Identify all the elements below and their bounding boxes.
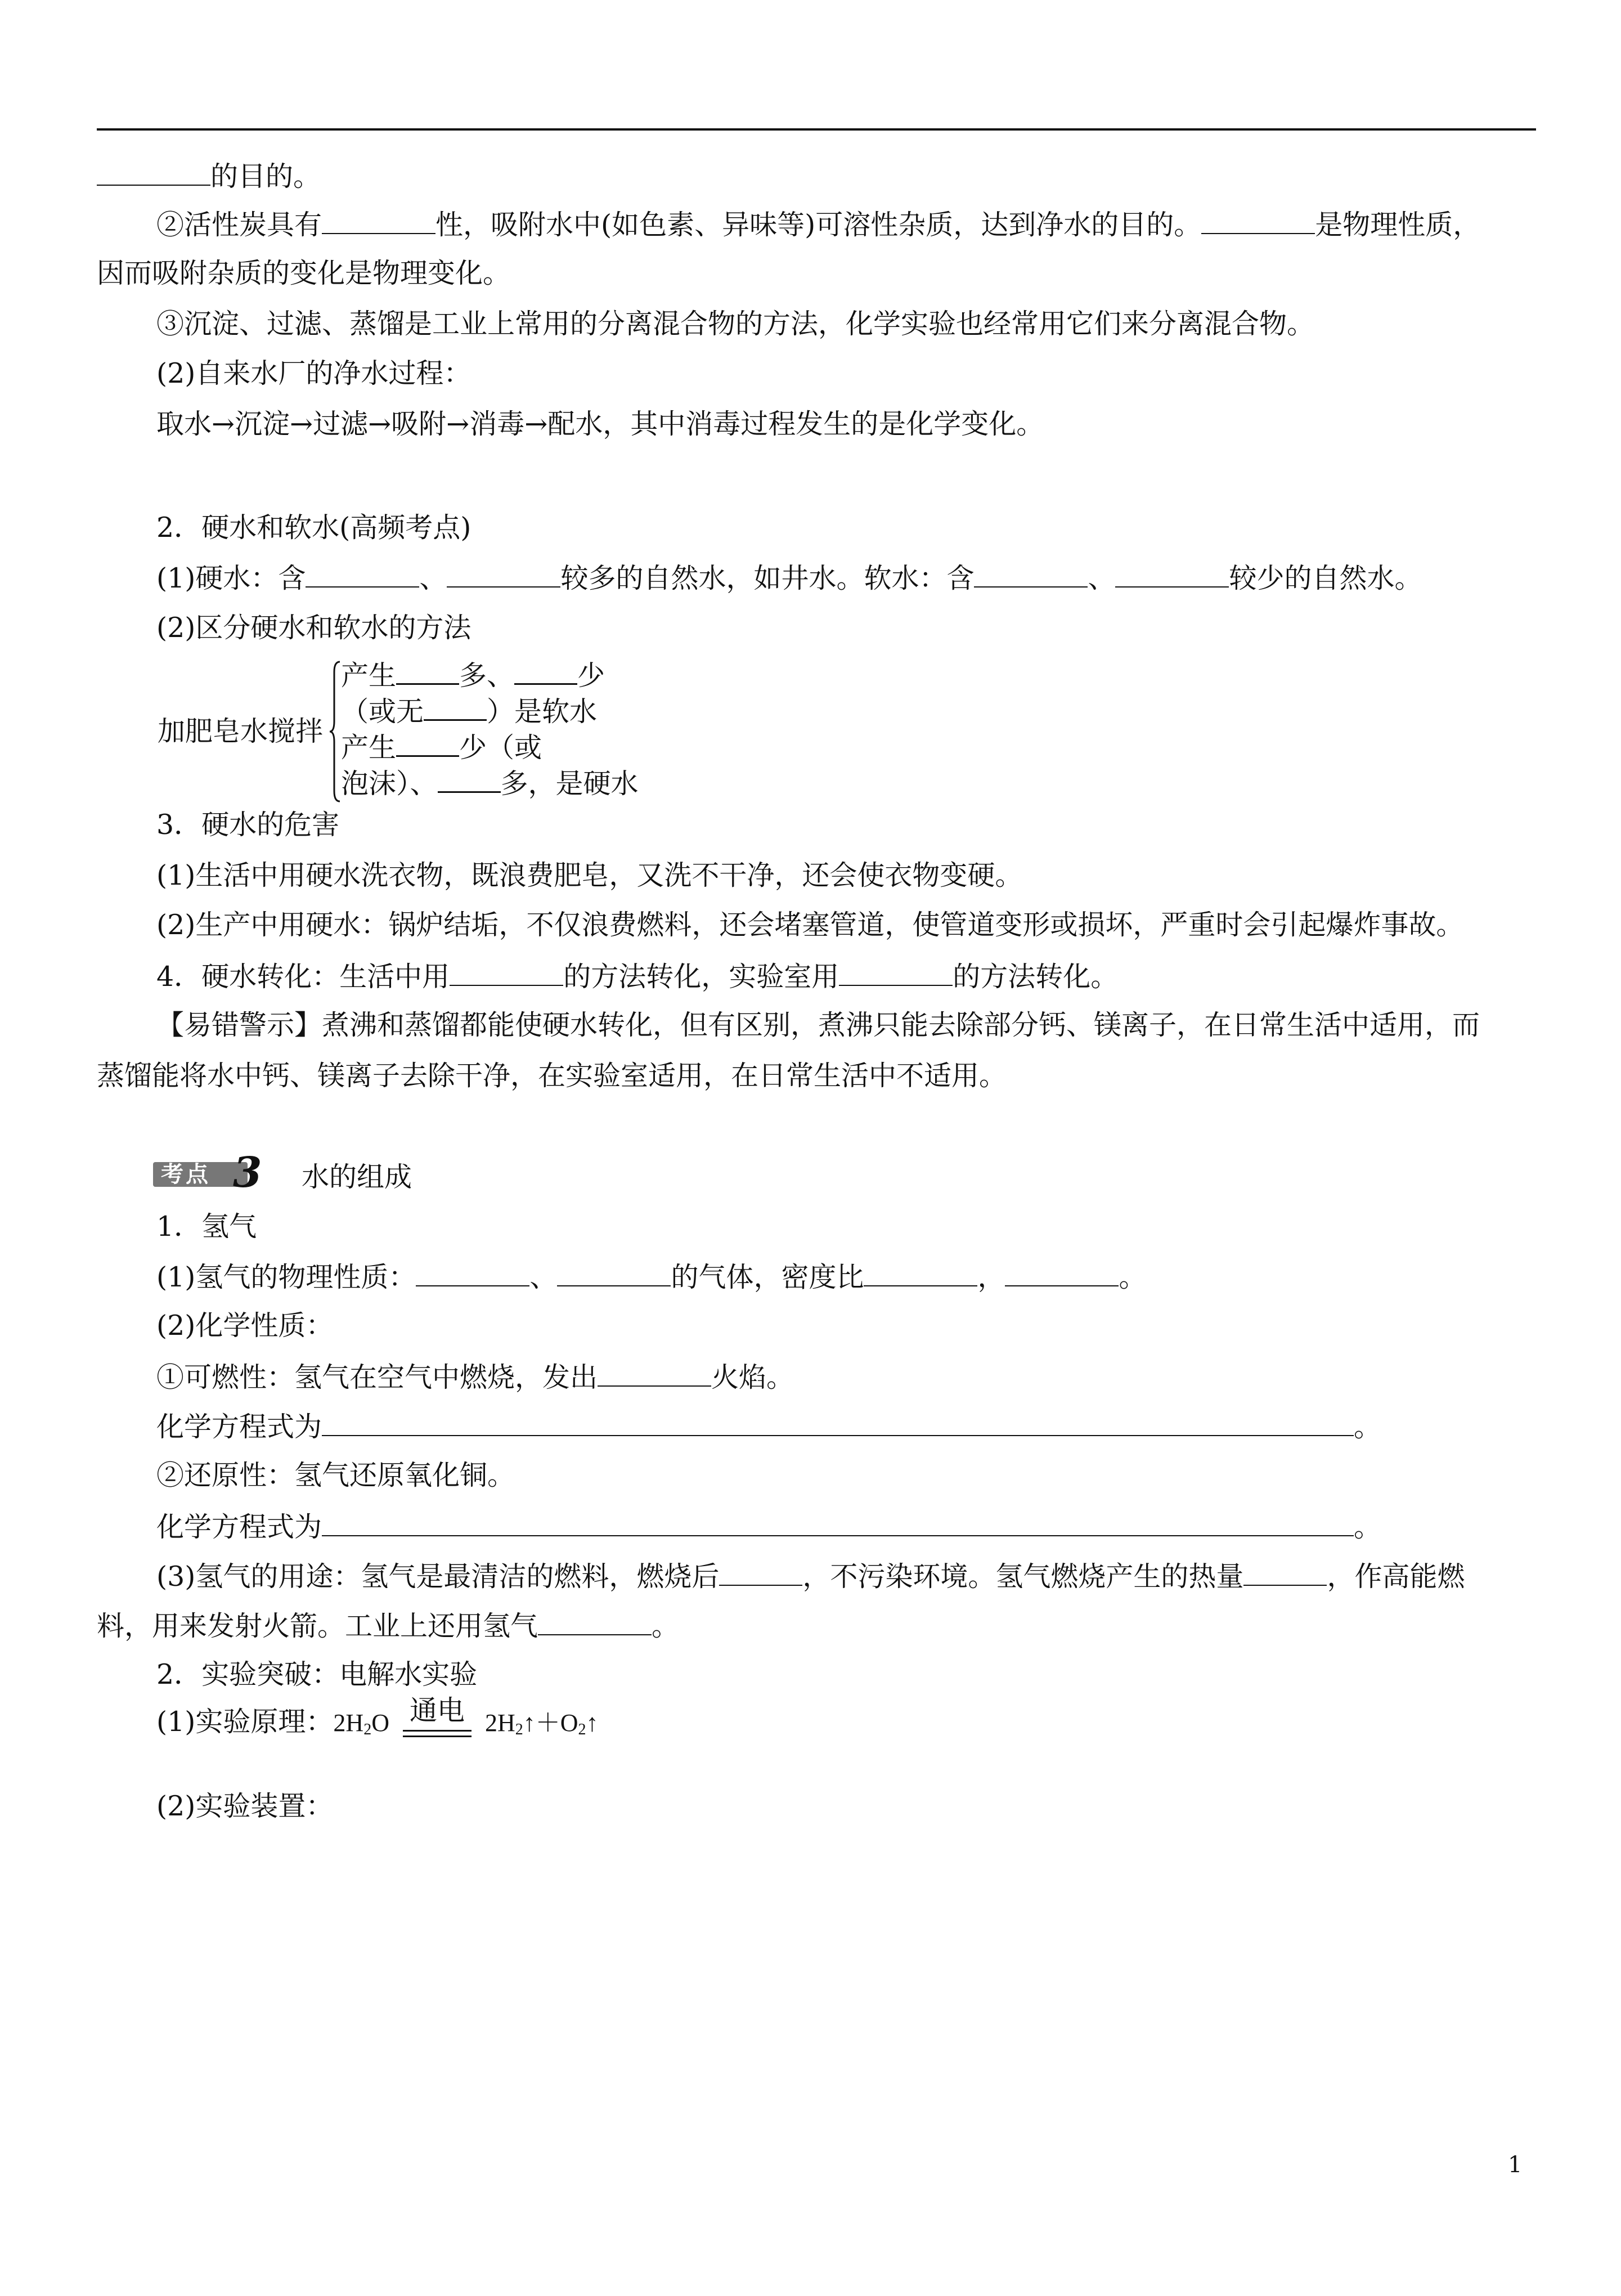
- warning-note: [156, 1008, 1480, 1042]
- answer-blank[interactable]: [1201, 207, 1315, 234]
- answer-blank[interactable]: [97, 159, 210, 186]
- gas-arrow-icon: ↑: [586, 1709, 599, 1737]
- answer-blank[interactable]: [864, 1259, 977, 1286]
- brace-label: 加肥皂水搅拌: [158, 715, 324, 747]
- formula-part: 2H: [333, 1709, 364, 1737]
- text-run: 泡沫）、: [341, 768, 438, 800]
- text-line: [156, 1259, 1146, 1294]
- page-number: 1: [1508, 2152, 1523, 2178]
- text-run: 、: [419, 562, 447, 594]
- text-run: (2)化学性质：: [156, 1310, 334, 1342]
- text-run: 的目的。: [210, 160, 321, 192]
- text-run: (1)硬水：含: [156, 562, 306, 594]
- answer-blank[interactable]: [450, 959, 563, 986]
- text-run: 、: [1088, 562, 1116, 594]
- text-line: [156, 1459, 515, 1492]
- text-run: (2)实验装置：: [156, 1790, 334, 1822]
- answer-blank[interactable]: [438, 765, 501, 793]
- formula-part: 2H: [484, 1709, 515, 1737]
- reaction-condition: [401, 1694, 474, 1747]
- text-run: 料，用来发射火箭。工业上还用氢气: [97, 1610, 538, 1642]
- formula-subscript: 2: [515, 1721, 523, 1738]
- answer-blank[interactable]: [416, 1259, 529, 1286]
- text-run: 火焰。: [711, 1361, 794, 1393]
- text-run: (1)生活中用硬水洗衣物，既浪费肥皂，又洗不干净，还会使衣物变硬。: [156, 859, 1023, 891]
- electrolysis-equation: [156, 1694, 599, 1747]
- brace-row: [341, 729, 542, 765]
- text-run: 4．硬水转化：生活中用: [156, 961, 450, 993]
- text-run: ①可燃性：氢气在空气中燃烧，发出: [156, 1361, 598, 1393]
- text-run: ）是软水: [487, 696, 598, 728]
- text-run: 少（或: [459, 732, 542, 764]
- equal-bar: [403, 1730, 472, 1732]
- brace-row: [341, 657, 605, 693]
- text-run: 蒸馏能将水中钙、镁离子去除干净，在实验室适用，在日常生活中不适用。: [97, 1060, 1007, 1092]
- section-heading: [156, 511, 471, 545]
- text-line: [156, 1790, 333, 1823]
- section-tag: [153, 1149, 271, 1197]
- text-run: ，: [977, 1261, 1005, 1293]
- answer-blank[interactable]: [1005, 1259, 1119, 1286]
- text-line: [156, 859, 1022, 893]
- text-run: 取水→沉淀→过滤→吸附→消毒→配水，其中消毒过程发生的是化学变化。: [156, 408, 1044, 440]
- formula-part: O: [371, 1709, 389, 1737]
- section-heading: [156, 808, 339, 842]
- answer-blank[interactable]: [306, 560, 419, 588]
- plus-sign: ＋: [535, 1709, 560, 1737]
- section-heading: [156, 1210, 257, 1244]
- answer-blank[interactable]: [1115, 560, 1229, 588]
- text-run: 、: [529, 1261, 558, 1293]
- formula-term: [485, 1709, 599, 1737]
- text-run: ，不污染环境。氢气燃烧产生的热量: [802, 1560, 1244, 1593]
- text-run: 多、: [459, 660, 515, 692]
- text-line: [156, 307, 1314, 341]
- answer-blank[interactable]: [974, 560, 1088, 588]
- text-line: [97, 257, 510, 290]
- answer-blank[interactable]: [839, 959, 953, 986]
- answer-blank[interactable]: [396, 729, 459, 757]
- text-run: 因而吸附杂质的变化是物理变化。: [97, 257, 511, 289]
- answer-blank[interactable]: [424, 693, 487, 721]
- answer-blank[interactable]: [322, 207, 435, 234]
- text-run: 的气体，密度比: [671, 1261, 864, 1293]
- tag-number: 3: [233, 1149, 262, 1197]
- text-run: 。: [652, 1610, 680, 1642]
- text-line: [156, 1509, 1381, 1544]
- text-run: 少: [577, 660, 605, 692]
- formula-term: [333, 1709, 389, 1737]
- text-run: 较多的自然水，如井水。软水：含: [560, 562, 975, 594]
- text-line: [156, 1360, 794, 1394]
- answer-blank[interactable]: [598, 1360, 711, 1387]
- answer-blank[interactable]: [719, 1559, 802, 1586]
- text-run: 【易错警示】煮沸和蒸馏都能使硬水转化，但有区别，煮沸只能去除部分钙、镁离子，在日常生活中适用，而: [156, 1009, 1480, 1041]
- answer-blank[interactable]: [557, 1259, 671, 1286]
- text-run: 多，是硬水: [500, 768, 639, 800]
- equation-blank[interactable]: [322, 1409, 1354, 1436]
- text-line: [156, 560, 1422, 595]
- text-line: [97, 159, 321, 194]
- text-run: 水的组成: [302, 1161, 412, 1193]
- text-run: (2)自来水厂的净水过程：: [156, 357, 472, 389]
- text-run: 产生: [341, 660, 397, 692]
- left-brace-icon: [329, 661, 341, 802]
- answer-blank[interactable]: [447, 560, 560, 588]
- text-run: (1)氢气的物理性质：: [156, 1261, 416, 1293]
- formula-subscript: 2: [578, 1721, 586, 1738]
- text-line: [156, 1559, 1465, 1594]
- equation-prefix: (1)实验原理：: [156, 1706, 334, 1738]
- text-run: 。: [1354, 1511, 1382, 1543]
- text-line: [156, 357, 471, 391]
- tag-label: 考点: [161, 1162, 210, 1187]
- text-run: ，作高能燃: [1327, 1560, 1465, 1593]
- text-run: 2．实验突破：电解水实验: [156, 1658, 478, 1690]
- answer-blank[interactable]: [396, 657, 459, 685]
- condition-text: 通电: [409, 1694, 465, 1727]
- text-run: ②还原性：氢气还原氧化铜。: [156, 1459, 515, 1491]
- gas-arrow-icon: ↑: [523, 1709, 536, 1737]
- brace-row: [341, 765, 639, 801]
- formula-part: O: [560, 1709, 578, 1737]
- text-line: [156, 1309, 333, 1343]
- text-line: [156, 407, 1044, 441]
- equal-bar: [403, 1736, 472, 1737]
- hard-soft-water-brace: [151, 657, 691, 809]
- text-line: [156, 611, 471, 645]
- text-run: 是物理性质，: [1315, 209, 1481, 241]
- equation-blank[interactable]: [322, 1509, 1354, 1536]
- text-run: 的方法转化，实验室用: [563, 961, 839, 993]
- section-title: [302, 1160, 412, 1194]
- section-heading: [156, 959, 1118, 994]
- text-line: [156, 908, 1463, 942]
- text-run: (2)生产中用硬水：锅炉结垢，不仅浪费燃料，还会堵塞管道，使管道变形或损坏，严重时会引起爆炸事故。: [156, 909, 1464, 941]
- text-line: [156, 207, 1480, 242]
- text-line: [97, 1608, 679, 1643]
- text-line: [156, 1409, 1381, 1444]
- header-rule: [97, 128, 1536, 131]
- text-run: 化学方程式为: [156, 1411, 322, 1443]
- text-run: 。: [1119, 1261, 1147, 1293]
- text-run: ②活性炭具有: [156, 209, 322, 241]
- brace-row: [341, 693, 597, 729]
- answer-blank[interactable]: [514, 657, 577, 685]
- text-run: 产生: [341, 732, 397, 764]
- text-run: 化学方程式为: [156, 1511, 322, 1543]
- text-run: (2)区分硬水和软水的方法: [156, 612, 472, 644]
- text-run: 的方法转化。: [953, 961, 1119, 993]
- text-run: 性，吸附水中(如色素、异味等)可溶性杂质，达到净水的目的。: [435, 209, 1202, 241]
- text-run: ③沉淀、过滤、蒸馏是工业上常用的分离混合物的方法，化学实验也经常用它们来分离混合物。: [156, 308, 1315, 340]
- answer-blank[interactable]: [538, 1608, 652, 1635]
- text-line: [97, 1059, 1007, 1093]
- text-run: (3)氢气的用途：氢气是最清洁的燃料，燃烧后: [156, 1560, 720, 1593]
- text-run: （或无: [341, 696, 424, 728]
- text-run: 。: [1354, 1411, 1382, 1443]
- formula-subscript: 2: [363, 1721, 372, 1738]
- answer-blank[interactable]: [1243, 1559, 1327, 1586]
- text-run: 3．硬水的危害: [156, 809, 340, 841]
- text-run: 较少的自然水。: [1229, 562, 1422, 594]
- section-heading: [156, 1658, 477, 1692]
- text-run: 1．氢气: [156, 1210, 257, 1243]
- text-run: 2．硬水和软水(高频考点): [156, 512, 472, 544]
